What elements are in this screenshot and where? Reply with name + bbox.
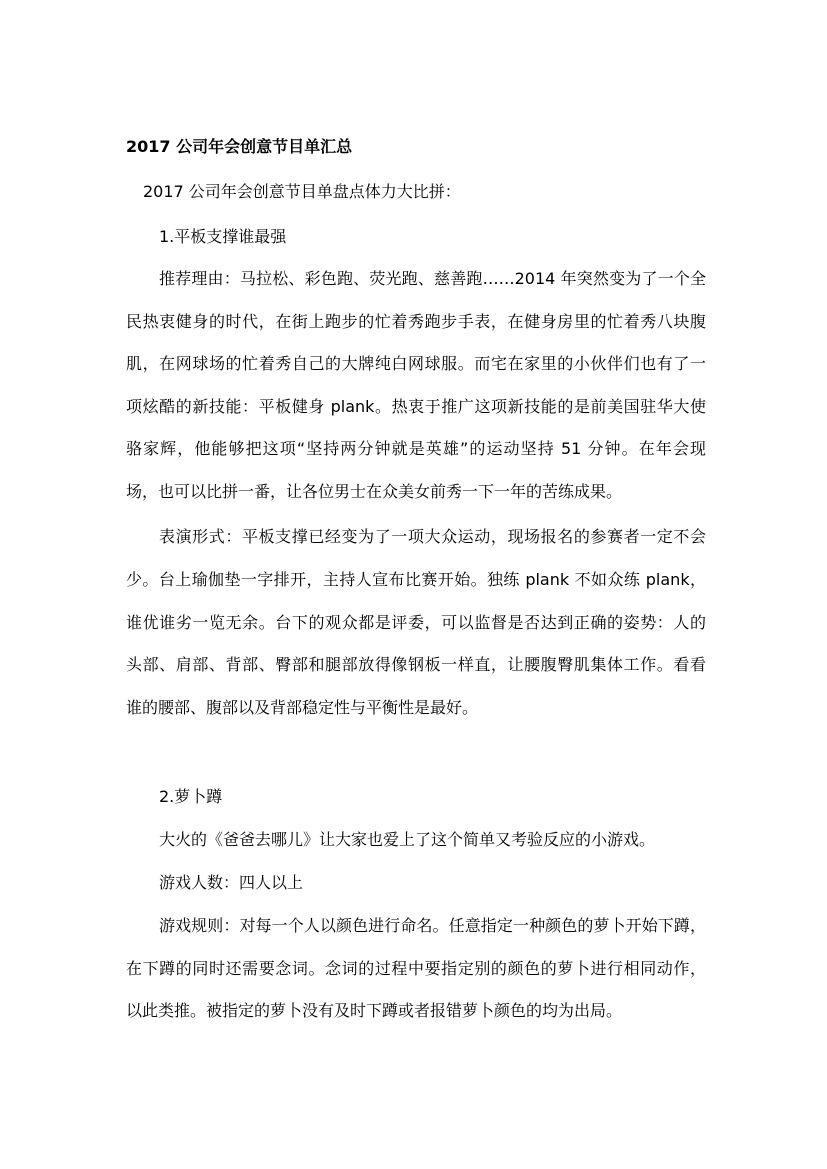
section-1-heading: 1.平板支撑谁最强 — [159, 227, 287, 246]
players-line: 游戏人数：四人以上 — [159, 873, 304, 892]
form-line-3: 谁优谁劣一览无余。台下的观众都是评委，可以监督是否达到正确的姿势：人的 — [126, 613, 706, 632]
intro-paragraph: 2017 公司年会创意节目单盘点体力大比拼： — [143, 182, 461, 201]
reason-line-1: 推荐理由：马拉松、彩色跑、荧光跑、慈善跑……2014 年突然变为了一个全 — [159, 269, 706, 288]
reason-line-5: 骆家辉，他能够把这项“坚持两分钟就是英雄”的运动坚持 51 分钟。在年会现 — [126, 439, 706, 458]
form-line-2: 少。台上瑜伽垫一字排开，主持人宣布比赛开始。独练 plank 不如众练 plank， — [126, 570, 706, 589]
form-line-4: 头部、肩部、背部、臀部和腿部放得像钢板一样直，让腰腹臀肌集体工作。看看 — [126, 655, 706, 674]
form-line-1: 表演形式：平板支撑已经变为了一项大众运动，现场报名的参赛者一定不会 — [159, 527, 706, 546]
reason-line-3: 肌，在网球场的忙着秀自己的大牌纯白网球服。而宅在家里的小伙伴们也有了一 — [126, 354, 706, 373]
reason-line-2: 民热衷健身的时代，在街上跑步的忙着秀跑步手表，在健身房里的忙着秀八块腹 — [126, 312, 706, 331]
rule-line-1: 游戏规则：对每一个人以颜色进行命名。任意指定一种颜色的萝卜开始下蹲， — [159, 916, 706, 935]
rule-line-3: 以此类推。被指定的萝卜没有及时下蹲或者报错萝卜颜色的均为出局。 — [126, 1001, 623, 1020]
section-2-intro: 大火的《爸爸去哪儿》让大家也爱上了这个简单又考验反应的小游戏。 — [159, 830, 656, 849]
document-title: 2017 公司年会创意节目单汇总 — [126, 137, 353, 156]
section-2-heading: 2.萝卜蹲 — [159, 787, 223, 806]
reason-line-6: 场，也可以比拼一番，让各位男士在众美女前秀一下一年的苦练成果。 — [126, 482, 623, 501]
rule-line-2: 在下蹲的同时还需要念词。念词的过程中要指定别的颜色的萝卜进行相同动作， — [126, 959, 706, 978]
reason-line-4: 项炫酷的新技能：平板健身 plank。热衷于推广这项新技能的是前美国驻华大使 — [126, 397, 706, 416]
form-line-5: 谁的腰部、腹部以及背部稳定性与平衡性是最好。 — [126, 698, 479, 717]
